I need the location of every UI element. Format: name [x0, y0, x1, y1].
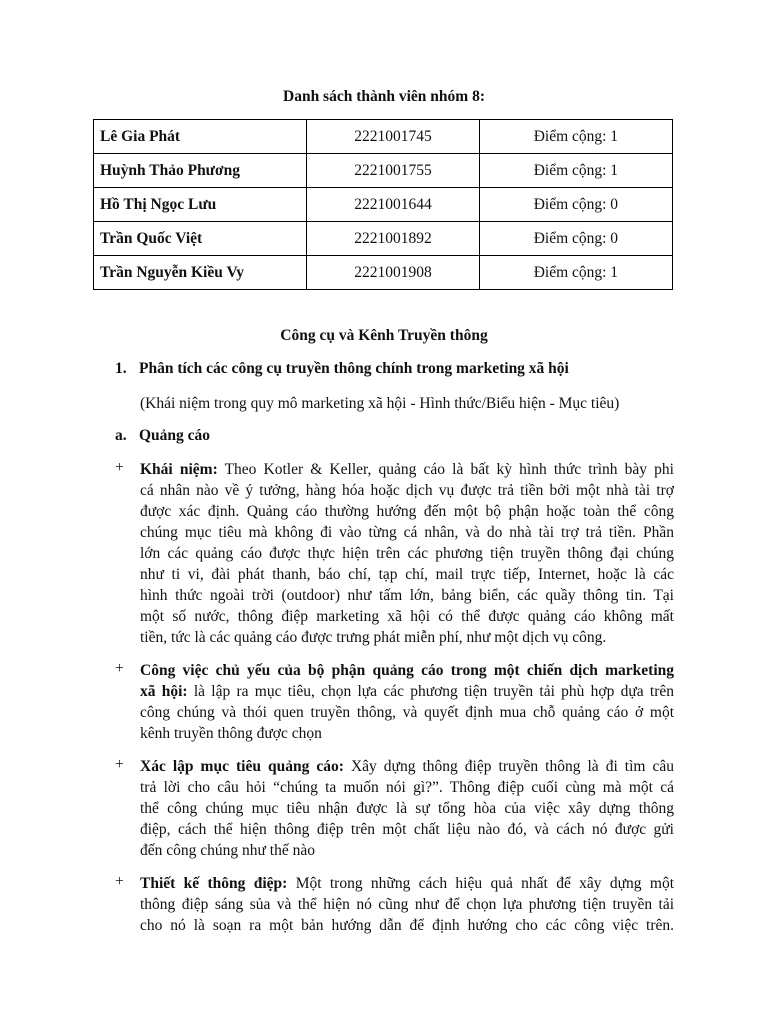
member-id: 2221001755	[307, 154, 480, 188]
text-line: xã hội: là lập ra mục tiêu, chọn lựa các phương tiện truyền tải phù hợp dựa trên	[140, 683, 674, 700]
list-item-body	[140, 459, 674, 648]
member-points: Điểm cộng: 0	[479, 222, 672, 256]
list-item-xac-lap	[115, 756, 674, 861]
member-id: 2221001745	[307, 120, 480, 154]
item-label: Công việc chủ yếu của bộ phận quảng cáo trong một chiến dịch marketing	[140, 662, 674, 679]
text-line: thể công chúng mục tiêu nhận được là sự tổng hòa của việc xây dựng thông	[140, 800, 674, 817]
table-row	[94, 154, 673, 188]
text-line: đến công chúng như thế nào	[140, 842, 315, 859]
member-id: 2221001908	[307, 256, 480, 290]
table-row	[94, 256, 673, 290]
heading-text: Phân tích các công cụ truyền thông chính trong marketing xã hội	[139, 360, 569, 377]
member-points: Điểm cộng: 0	[479, 188, 672, 222]
member-id: 2221001644	[307, 188, 480, 222]
item-label: Thiết kế thông điệp:	[140, 875, 288, 892]
text-line: một số nước, thông điệp marketing xã hội có thể được quảng cáo không mất	[140, 608, 674, 625]
item-label: xã hội:	[140, 683, 188, 700]
subnote: (Khái niệm trong quy mô marketing xã hội - Hình thức/Biểu hiện - Mục tiêu)	[140, 395, 620, 412]
member-points: Điểm cộng: 1	[479, 154, 672, 188]
text-line: lớn các quảng cáo được thực hiện trên các phương tiện truyền thông đại chúng	[140, 545, 674, 562]
member-list-title: Danh sách thành viên nhóm 8:	[283, 88, 485, 105]
text-line: chúng mục tiêu mà không đi vào từng cá nhân, và do nhà tài trợ trả tiền. Phần	[140, 524, 674, 541]
member-name: Trần Nguyễn Kiều Vy	[94, 256, 307, 290]
member-id: 2221001892	[307, 222, 480, 256]
heading-number: 1.	[115, 360, 127, 377]
heading-1	[115, 360, 569, 378]
member-points: Điểm cộng: 1	[479, 256, 672, 290]
member-points: Điểm cộng: 1	[479, 120, 672, 154]
text-line: điệp, cách thể hiện thông điệp trên một chất liệu nào đó, và cách nó được gửi	[140, 821, 674, 838]
table-row	[94, 188, 673, 222]
text-line: cá nhân nào về ý tưởng, hàng hóa hoặc dịch vụ được trả tiền bởi một nhà tài trợ	[140, 482, 674, 499]
member-name: Hồ Thị Ngọc Lưu	[94, 188, 307, 222]
member-name: Lê Gia Phát	[94, 120, 307, 154]
section-title: Công cụ và Kênh Truyền thông	[280, 327, 488, 344]
text-line: Khái niệm: Theo Kotler & Keller, quảng cáo là bất kỳ hình thức trình bày phi	[140, 461, 674, 478]
bullet-plus: +	[115, 660, 124, 677]
text-line: Xác lập mục tiêu quảng cáo: Xây dựng thông điệp truyền thông là đi tìm câu	[140, 758, 674, 775]
heading-letter: a.	[115, 427, 127, 444]
table-row	[94, 120, 673, 154]
list-item-body	[140, 660, 674, 744]
text-line: hình thức ngoài trời (outdoor) như tấm lớn, bảng biển, các quầy thông tin. Tại	[140, 587, 674, 604]
list-item-body	[140, 873, 674, 936]
text-line: tiền, tức là các quảng cáo được trưng phát miễn phí, như một dịch vụ công.	[140, 629, 607, 646]
text-line: thông điệp sáng sủa và thể hiện nó cũng như để chọn lựa phương tiện truyền tải	[140, 896, 674, 913]
text-line: kênh truyền thông được chọn	[140, 725, 322, 742]
bullet-plus: +	[115, 756, 124, 773]
text-line: được xác định. Quảng cáo thường hướng đến một bộ phận hoặc toàn thể công	[140, 503, 674, 520]
item-label: Khái niệm:	[140, 461, 218, 478]
text-line: trả lời cho câu hỏi “chúng ta muốn nói gì?”. Thông điệp cuối cùng mà một cá	[140, 779, 674, 796]
member-name: Trần Quốc Việt	[94, 222, 307, 256]
list-item-body	[140, 756, 674, 861]
text-line: như ti vi, đài phát thanh, báo chí, tạp chí, mail trực tiếp, Internet, hoặc là các	[140, 566, 674, 583]
text-line: cho nó là soạn ra một bản hướng dẫn để định hướng cho các công việc trên.	[140, 917, 674, 934]
member-name: Huỳnh Thảo Phương	[94, 154, 307, 188]
list-item-thiet-ke	[115, 873, 674, 936]
bullet-plus: +	[115, 873, 124, 890]
member-table	[93, 119, 673, 290]
item-label: Xác lập mục tiêu quảng cáo:	[140, 758, 344, 775]
text-line: công chúng và thói quen truyền thông, và quyết định mua chỗ quảng cáo ở một	[140, 704, 674, 721]
table-row	[94, 222, 673, 256]
heading-text: Quảng cáo	[139, 427, 211, 444]
bullet-plus: +	[115, 459, 124, 476]
text-line: Thiết kế thông điệp: Một trong những cách hiệu quả nhất để xây dựng một	[140, 875, 674, 892]
heading-a	[115, 427, 210, 445]
list-item-cong-viec	[115, 660, 674, 744]
list-item-khai-niem	[115, 459, 674, 648]
